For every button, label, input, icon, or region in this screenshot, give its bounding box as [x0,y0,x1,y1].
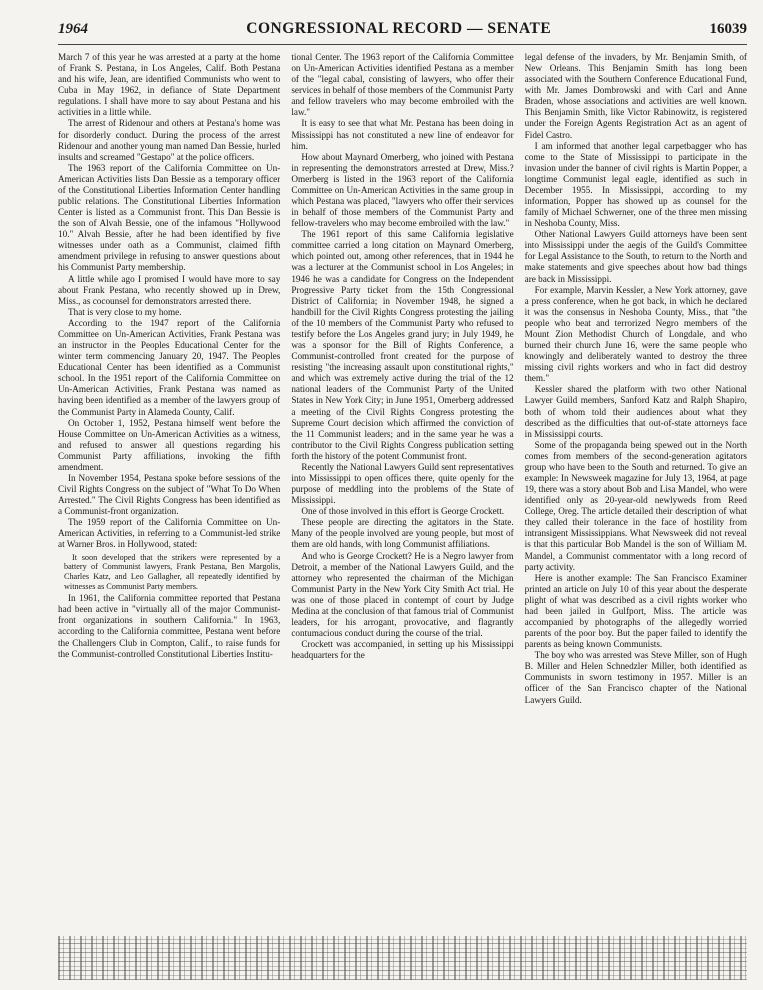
paragraph: The boy who was arrested was Steve Miller, son of Hugh B. Miller and Helen Schnedzler Miller, both identified as Communists in sworn testimony in 1957. Miller is an officer of the San Francisco chapter of the National Lawyers Guild. [524,650,747,705]
paragraph: In November 1954, Pestana spoke before sessions of the Civil Rights Congress on the subject of "What To Do When Arrested." The Civil Rights Congress has been identified as a Communist-front organization. [58,472,281,517]
paragraph: Recently the National Lawyers Guild sent representatives into Mississippi to open offices there, quite openly for the purpose of meddling into the problems of the State of Mississippi. [291,461,514,506]
paragraph: Kessler shared the platform with two other National Lawyer Guild members, Sanford Katz and Ralph Shapiro, both of whom told their audiences about what they described as the difficulties that out-of-state attorneys face in Mississippi courts. [524,384,747,439]
paragraph: The 1959 report of the California Committee on Un-American Activities, in referring to a Communist-led strike at Warner Bros. in Hollywood, stated: [58,517,281,550]
paragraph: According to the 1947 report of the California Committee on Un-American Activities, Frank Pestana was an instructor in the Peoples Educational Center for the winter term commencing January 20, 1947. The Peoples Educational Center has been identified as a Communist school. In the 1951 report of the California Committee on Un-American Activities, Frank Pestana was named as having been identified as a member of the lawyers group of the Communist Party in Alameda County, Calif. [58,317,281,417]
header-title: CONGRESSIONAL RECORD — SENATE [246,20,552,37]
paragraph: And who is George Crockett? He is a Negro lawyer from Detroit, a member of the National Lawyers Guild, and the attorney who represented the chairman of the Michigan Communist Party in the New York City Smith Act trial. He was one of those placed in contempt of court by Judge Medina at the conclusion of that famous trial of Communist leaders, for his arrogant, provocative, and flagrantly contumacious conduct during the course of the trial. [291,550,514,639]
paragraph: Some of the propaganda being spewed out in the North comes from members of the second-generation agitators group who have been to the South and returned. To give an example: In Newsweek magazine for July 13, 1964, at page 19, there was a story about Bob and Lisa Mandel, who were identified only as 20-year-old newlyweds from Reed College, Oreg. The article detailed their description of what they called their tolerance in the face of hostility from intransigent Mississippians. What Newsweek did not reveal is that this particular Bob Mandel is the son of William M. Mandel, a Communist commentator with a long record of party activity. [524,439,747,572]
paragraph: Here is another example: The San Francisco Examiner printed an article on July 10 of this year about the desperate plight of what was described as a civil rights worker who had been jailed in Gulfport, Miss. The article was accompanied by photographs of the allegedly worried parents of the poor boy. But the paper failed to identify the parents as being known Communists. [524,572,747,650]
paragraph: The arrest of Ridenour and others at Pestana's home was for disorderly conduct. During the process of the arrest Ridenour and another young man named Dan Bessie, hurled insults and screamed "Gestapo" at the police officers. [58,118,281,162]
paragraph: legal defense of the invaders, by Mr. Benjamin Smith, of New Orleans. This Benjamin Smith has long been associated with the Southern Conference Educational Fund, with Mr. James Dombrowski and with Carl and Anne Braden, whose associations and activities are well known. This Benjamin Smith, like Victor Rabinowitz, is registered under the Foreign Agents Registration Act as an agent of Fidel Castro. [524,52,747,140]
paragraph: A little while ago I promised I would have more to say about Frank Pestana, who recently showed up in Drew, Miss., as cocounsel for demonstrators arrested there. [58,273,281,306]
paragraph: These people are directing the agitators in the State. Many of the people involved are young people, but most of them are old hands, with long Communist affiliations. [291,517,514,550]
paragraph: In 1961, the California committee reported that Pestana had been active in "virtually all of the major Communist-front organizations in southern California." In 1963, according to the California committee, Pestana went before the Challengers Club in Compton, Calif., to raise funds for the Communist-controlled Constitutional Liberties Institu- [58,593,281,659]
paragraph: Other National Lawyers Guild attorneys have been sent into Mississippi under the aegis of the Guild's Committee for Legal Assistance to the South, to return to the North and make statements and give speeches about how bad things are back in Mississippi. [524,229,747,284]
paragraph: The 1961 report of this same California legislative committee carried a long citation on Maynard Omerberg, which pointed out, among other references, that in 1944 he was a lecturer at the Communist school in Los Angeles; in 1946 he was a candidate for Congress on the Independent Progressive Party ticket from the 15th Congressional District of California; in November 1948, he signed a handbill for the Civil Rights Congress protesting the jailing of the 10 members of the Communist Party who refused to testify before the Los Angeles grand jury; in July 1949, he was a sponsor for the Bill of Rights Conference, a Communist-controlled front created for the purpose of resisting "the increasing assault upon constitutional rights," and which was extremely active during the trial of the 12 national leaders of the Communist Party of the United States in New York City; in June 1951, Omerberg addressed a meeting of the Civil Rights Congress protesting the Supreme Court decision which affirmed the conviction of the 11 Communist leaders; and in the same year he was a contributor to the Civil Rights Congress publication setting forth the history of the potent Communist front. [291,229,514,461]
header-page-number: 16039 [709,21,747,37]
header-year: 1964 [58,21,88,37]
paragraph: That is very close to my home. [68,306,182,317]
paragraph: For example, Marvin Kessler, a New York attorney, gave a press conference, when he got back, in which he declared it was the consensus in Neshoba County, Miss., that "the people who beat and terrorized Negro members of the Mount Zion Methodist Church of Longdale, and who burned their church June 16, were the same people who knowingly and deliberately wanted to destroy the three missing civil rights workers and who in fact did destroy them." [524,284,747,384]
paragraph: tional Center. The 1963 report of the California Committee on Un-American Activities identified Pestana as a member of the "legal cabal, consisting of lawyers, who offer their services in behalf of those members of the Communist Party and fellow travelers who may become embroiled with the law." [291,52,514,118]
paragraph: One of those involved in this effort is George Crockett. [301,506,505,517]
paragraph: March 7 of this year he was arrested at a party at the home of Frank S. Pestana, in Los Angeles, Calif. Both Pestana and his wife, Jean, are identified Communists who went to Cuba in May 1962, in defiance of State Department regulations. I shall have more to say about Pestana and his activities in a little while. [58,52,281,118]
paragraph: On October 1, 1952, Pestana himself went before the House Committee on Un-American Activities as a witness, and refused to answer all questions regarding his Communist Party affiliations, invoking the fifth amendment. [58,417,281,472]
block-quote: It soon developed that the strikers were represented by a battery of Communist lawyers, Frank Pestana, Ben Margolis, Charles Katz, and Leo Gallagher, all repeatedly identified by witnesses as Communist Party members. [64,552,281,591]
column-1 [58,52,280,932]
scan-noise-strip [58,936,747,980]
paragraph: I am informed that another legal carpetbagger who has come to the State of Mississippi to participate in the invasion under the banner of civil rights is Martin Popper, a longtime Communist legal eagle, identified as such in December 1955. In Mississippi, according to my information, Popper has showed up as counsel for the family of Michael Schwerner, one of the three men missing in Neshoba County, Miss. [524,140,747,229]
paragraph: Crockett was accompanied, in setting up his Mississippi headquarters for the [291,639,514,661]
paragraph: The 1963 report of the California Committee on Un-American Activities lists Dan Bessie as a temporary officer of the Constitutional Liberties Information Center handling public relations. The Constitutional Liberties Information Center is listed as a Communist front. This Dan Bessie is the son of Alvah Bessie, one of the infamous "Hollywood 10." Alvah Bessie, after he had been identified by five witnesses under oath as a Communist, claimed fifth amendment privilege in refusing to answer questions about his Communist Party membership. [58,162,281,273]
text-columns [58,52,747,932]
column-2 [291,52,513,932]
column-3 [525,52,747,932]
paragraph: It is easy to see that what Mr. Pestana has been doing in Mississippi has not constituted a new line of endeavor for him. [291,118,514,151]
paragraph: How about Maynard Omerberg, who joined with Pestana in representing the demonstrators arrested at Drew, Miss.? Omerberg is listed in the 1963 report of the California Committee on Un-American Activities in the same group in which Pestana was placed, "lawyers who offer their services in behalf of those members of the Communist Party and fellow-travelers who may become embroiled with the law." [291,151,514,229]
page-header [58,20,747,45]
